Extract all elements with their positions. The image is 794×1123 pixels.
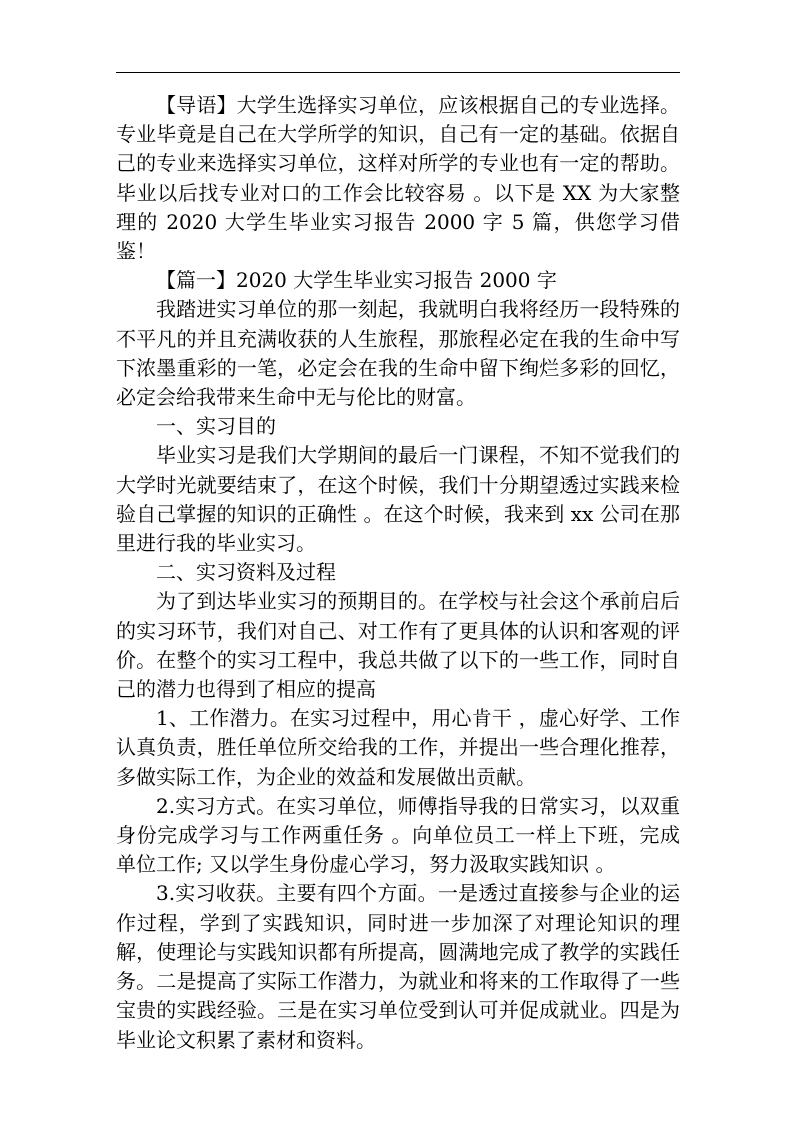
header-rule: [116, 72, 680, 73]
section-heading-part-one: 【篇一】2020 大学生毕业实习报告 2000 字: [156, 268, 557, 293]
heading-internship-process: 二、实习资料及过程: [156, 560, 336, 585]
heading-internship-purpose: 一、实习目的: [156, 414, 276, 439]
opening-paragraph: 我踏进实习单位的那一刻起，我就明白我将经历一段特殊的不平凡的并且充满收获的人生旅程，那旅程必定在我的生命中写下浓墨重彩的一笔，必定会在我的生命中留下绚烂多彩的回忆，必定会给我带来生命中无与伦比的财富。: [116, 297, 680, 410]
item-internship-method: 2.实习方式。在实习单位，师傅指导我的日常实习，以双重身份完成学习与工作两重任务 。向单位员工一样上下班，完成单位工作; 又以学生身份虚心学习，努力汲取实践知识 。: [116, 793, 680, 877]
intro-paragraph: 【导语】大学生选择实习单位，应该根据自己的专业选择。专业毕竟是自己在大学所学的知识，自己有一定的基础。依据自己的专业来选择实习单位，这样对所学的专业也有一定的帮助。毕业以后找专业对口的工作会比较容易 。以下是 XX 为大家整理的 2020 大学生毕业实习报告 2000 字 5 篇，供您学习借鉴！: [116, 93, 680, 264]
item-internship-gains: 3.实习收获。主要有四个方面。一是透过直接参与企业的运作过程，学到了实践知识，同时进一步加深了对理论知识的理解，使理论与实践知识都有所提高，圆满地完成了教学的实践任务。二是提高了实际工作潜力，为就业和将来的工作取得了一些宝贵的实践经验。三是在实习单位受到认可并促成就业。四是为毕业论文积累了素材和资料。: [116, 881, 680, 1052]
purpose-paragraph: 毕业实习是我们大学期间的最后一门课程，不知不觉我们的大学时光就要结束了，在这个时候，我们十分期望透过实践来检验自己掌握的知识的正确性 。在这个时候，我来到 xx 公司在那里进行我的毕业实习。: [116, 443, 680, 556]
process-paragraph: 为了到达毕业实习的预期目的。在学校与社会这个承前启后的实习环节，我们对自己、对工作有了更具体的认识和客观的评价。在整个的实习工程中，我总共做了以下的一些工作，同时自己的潜力也得到了相应的提高: [116, 589, 680, 702]
item-work-ability: 1、工作潜力。在实习过程中，用心肯干 ，虚心好学、工作认真负责，胜任单位所交给我的工作，并提出一些合理化推荐，多做实际工作，为企业的效益和发展做出贡献。: [116, 706, 680, 789]
document-body: [116, 91, 680, 1055]
